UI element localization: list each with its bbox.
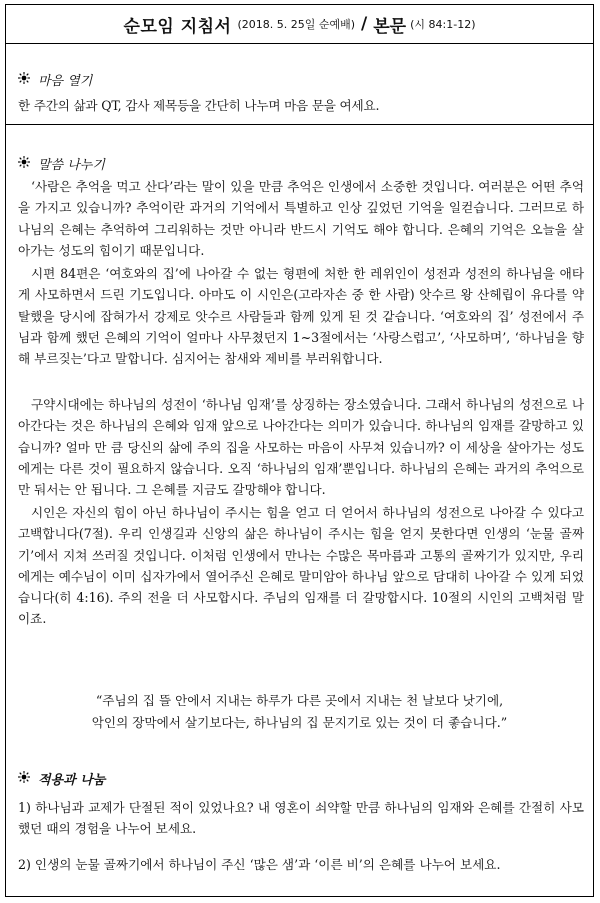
paragraph: 구약시대에는 하나님의 성전이 ‘하나님 임재’를 상징하는 장소였습니다. 그래서 하나님의 성전으로 나아간다는 것은 하나님의 은혜와 임재 앞으로 나아간다는 의미가 있습니다. 하나님의 임재를 갈망하고 있습니까? 얼마 만 큼 당신의 삶에 주의 집을 사모하는 마음이 사무쳐 있습니까? 이 세상을 살아가는 성도에게는 다른 것이 필요하지 않습니다. 오직 ‘하나님의 임재’뿐입니다. 하나님의 은혜는 과거의 추억으로만 둬서는 안 됩니다. 그 은혜를 지금도 갈망해야 합니다. bbox=[18, 397, 584, 498]
section-opening bbox=[6, 43, 593, 125]
section-heading-text: 말씀 나누기 bbox=[38, 158, 105, 173]
title-separator: / bbox=[361, 14, 368, 34]
quote-line: 악인의 장막에서 살기보다는, 하나님의 집 문지기로 있는 것이 더 좋습니다.” bbox=[91, 715, 508, 730]
section-heading-word bbox=[18, 154, 105, 173]
document-frame bbox=[5, 4, 594, 897]
question-item: 2) 인생의 눈물 골짜기에서 하나님이 주신 ‘많은 샘’과 ‘이른 비’의 은혜를 나누어 보세요. bbox=[18, 857, 501, 872]
section-heading-opening bbox=[18, 70, 92, 89]
sun-icon bbox=[18, 72, 32, 88]
document-title: 순모임 지침서 bbox=[123, 16, 232, 37]
quote-line: “주님의 집 뜰 안에서 지내는 하루가 다른 곳에서 지내는 천 날보다 낫기에, bbox=[95, 693, 504, 708]
paragraph: 시인은 자신의 힘이 아닌 하나님이 주시는 힘을 얻고 더 얻어서 하나님의 성전으로 나아갈 수 있다고 고백합니다(7절). 우리 인생길과 신앙의 삶은 하나님이 주시는 힘을 얻지 못한다면 인생의 ‘눈물 골짜기’에서 지쳐 쓰러질 것입니다. 이처럼 인생에서 만나는 수많은 목마름과 고통의 골짜기가 있지만, 우리에게는 예수님이 이미 십자가에서 열어주신 은혜로 말미암아 하나님 앞으로 담대히 나아갈 수 있게 되었습니다(히 4:16). 주의 전을 더 사모합시다. 주님의 임재를 더 갈망합시다. 10절의 시인의 고백처럼 말이죠. bbox=[18, 505, 584, 627]
scripture-quote bbox=[6, 690, 593, 734]
section-heading-text: 적용과 나눔 bbox=[38, 773, 106, 788]
sun-icon bbox=[18, 771, 32, 787]
question-item: 1) 하나님과 교제가 단절된 적이 있었나요? 내 영혼이 쇠약할 만큼 하나님의 임재와 은혜를 간절히 사모했던 때의 경험을 나누어 보세요. bbox=[18, 800, 584, 837]
section-heading-text: 마음 열기 bbox=[38, 74, 93, 89]
sun-icon bbox=[18, 156, 32, 172]
scripture-reference: (시 84:1-12) bbox=[410, 18, 476, 31]
scripture-label: 본문 bbox=[373, 16, 407, 37]
paragraph: 시편 84편은 ‘여호와의 집’에 나아갈 수 없는 형편에 처한 한 레위인이 성전과 성전의 하나님을 애타게 사모하면서 드린 기도입니다. 아마도 이 시인은(고라자손 중 한 사람) 앗수르 왕 산헤립이 유다를 약탈했을 당시에 잡혀가서 강제로 앗수르 사람들과 함께 있게 된 것 같습니다. ‘여호와의 집’ 성전에서 주님과 함께 했던 은혜의 기억이 얼마나 사무쳤던지 1~3절에서는 ‘사랑스럽고’, ‘사모하며’, ‘하나님을 향해 부르짖는’다고 말합니다. 심지어는 참새와 제비를 부러워합니다. bbox=[18, 266, 584, 367]
opening-instruction: 한 주간의 삶과 QT, 감사 제목등을 간단히 나누며 마음 문을 여세요. bbox=[18, 98, 380, 113]
section-word bbox=[6, 124, 593, 896]
section-heading-apply bbox=[18, 769, 105, 788]
paragraph: ‘사람은 추억을 먹고 산다’라는 말이 있을 만큼 추억은 인생에서 소중한 것입니다. 여러분은 어떤 추억을 가지고 있습니까? 추억이란 과거의 기억에서 특별하고 인상 깊었던 기억을 일컫습니다. 그러므로 하나님의 은혜는 추억하여 그리워하는 것만 아니라 반드시 기억도 해야 합니다. 은혜의 기억은 오늘을 살아가는 성도의 힘이기 때문입니다. bbox=[18, 179, 584, 258]
title-bar bbox=[6, 5, 593, 44]
service-date: (2018. 5. 25일 순예배) bbox=[237, 18, 356, 31]
